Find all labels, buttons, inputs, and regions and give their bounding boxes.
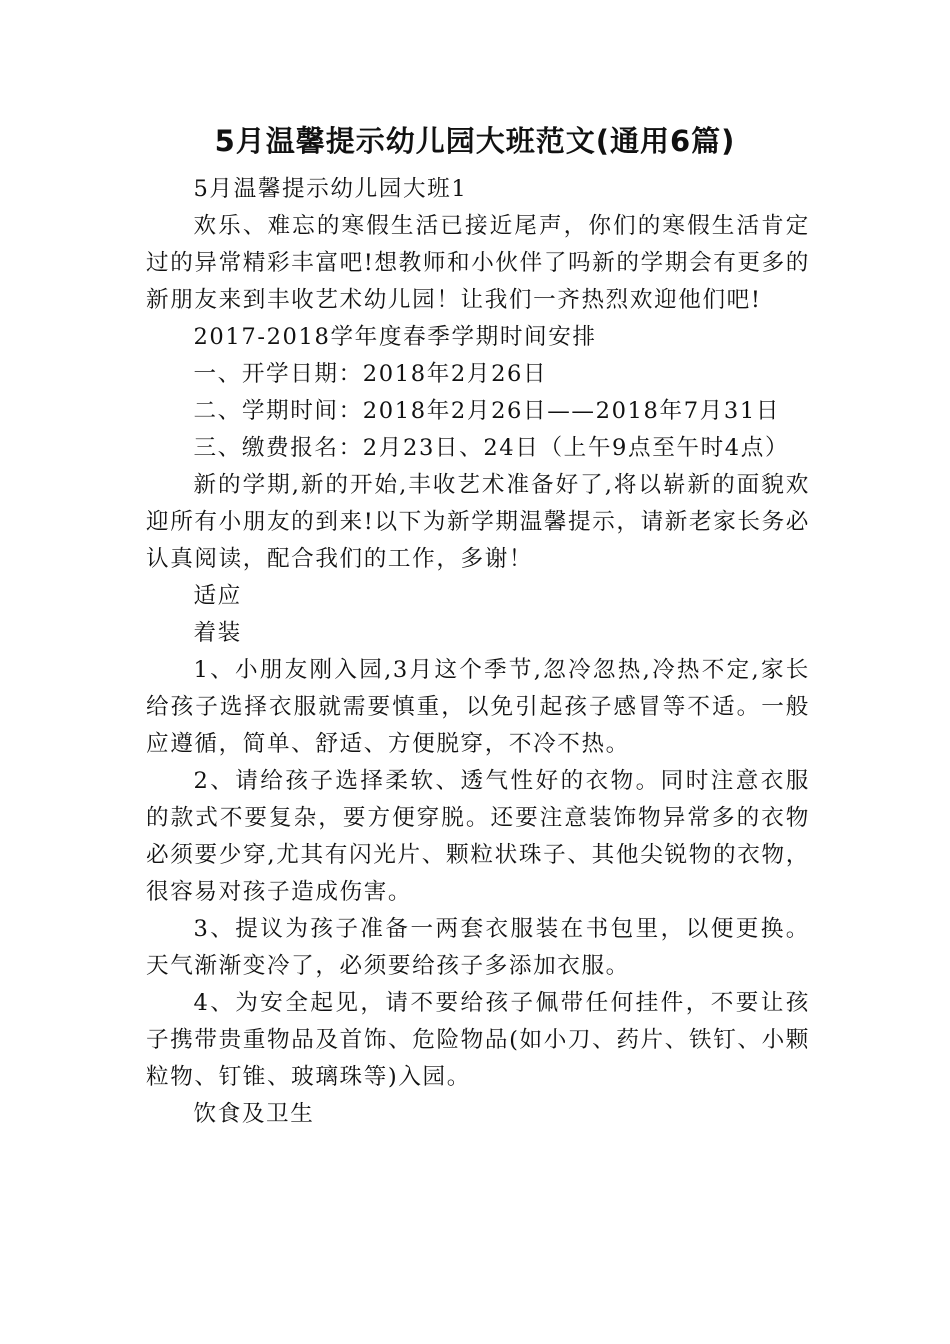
paragraph-heading-clothing: 着装 (193, 620, 242, 646)
paragraph-heading-adapt: 适应 (193, 583, 242, 609)
paragraph-heading-diet: 饮食及卫生 (193, 1101, 315, 1127)
document-title: 5月温馨提示幼儿园大班范文(通用6篇) (214, 124, 736, 158)
paragraph-item-4: 4、为安全起见，请不要给孩子佩带任何挂件，不要让孩子携带贵重物品及首饰、危险物品(如小刀、药片、铁钉、小颗粒物、钉锥、玻璃珠等)入园。 (146, 990, 810, 1090)
paragraph-item-1: 1、小朋友刚入园,3月这个季节,忽冷忽热,冷热不定,家长给孩子选择衣服就需要慎重，以免引起孩子感冒等不适。一般应遵循，简单、舒适、方便脱穿，不冷不热。 (146, 657, 810, 757)
paragraph-registration: 三、缴费报名：2月23日、24日（上午9点至午时4点） (193, 435, 790, 461)
paragraph-item-2: 2、请给孩子选择柔软、透气性好的衣物。同时注意衣服的款式不要复杂，要方便穿脱。还要注意装饰物异常多的衣物必须要少穿,尤其有闪光片、颗粒状珠子、其他尖锐物的衣物，很容易对孩子造成伤害。 (146, 768, 810, 905)
paragraph-section-heading: 5月温馨提示幼儿园大班1 (193, 176, 468, 202)
paragraph-start-date: 一、开学日期：2018年2月26日 (193, 361, 548, 387)
paragraph-new-term: 新的学期,新的开始,丰收艺术准备好了,将以崭新的面貌欢迎所有小朋友的到来!以下为新学期温馨提示，请新老家长务必认真阅读，配合我们的工作，多谢！ (146, 472, 810, 572)
paragraph-intro: 欢乐、难忘的寒假生活已接近尾声，你们的寒假生活肯定过的异常精彩丰富吧!想教师和小伙伴了吗新的学期会有更多的新朋友来到丰收艺术幼儿园！让我们一齐热烈欢迎他们吧! (146, 213, 810, 313)
document-body (146, 171, 810, 1133)
paragraph-term-period: 二、学期时间：2018年2月26日——2018年7月31日 (193, 398, 781, 424)
paragraph-item-3: 3、提议为孩子准备一两套衣服装在书包里，以便更换。天气渐渐变冷了，必须要给孩子多添加衣服。 (146, 916, 810, 979)
paragraph-schedule-heading: 2017-2018学年度春季学期时间安排 (193, 324, 597, 350)
